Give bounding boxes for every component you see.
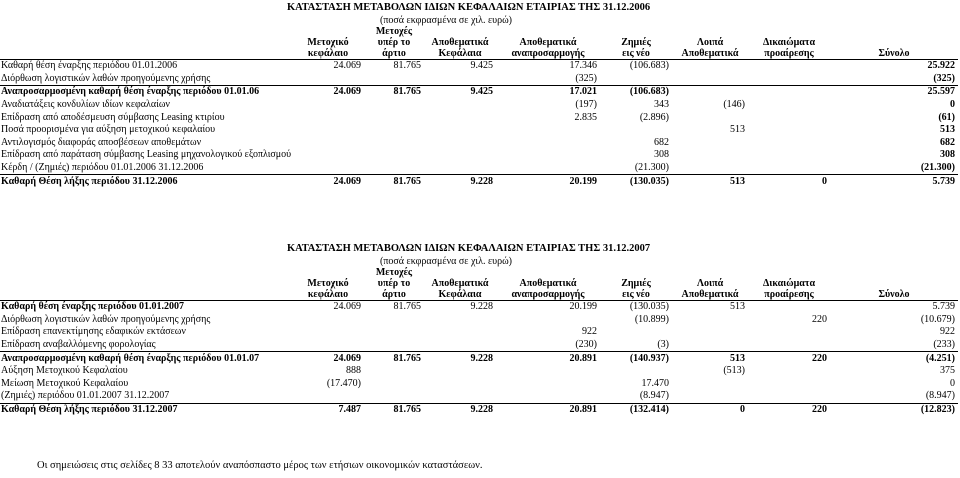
cell-other-reserves: 513 (672, 352, 748, 365)
cell-revaluation-reserves: 20.891 (496, 403, 600, 416)
header-accumulated-losses: Ζημιές εις νέο (600, 26, 672, 60)
cell-share-capital: 24.069 (292, 352, 364, 365)
cell-reserves (424, 326, 496, 339)
cell-total: 375 (940, 365, 955, 377)
cell-share-capital: 24.069 (333, 301, 361, 313)
header-label-col (0, 26, 292, 60)
cell-accumulated-losses: (130.035) (629, 301, 669, 313)
cell-reserves (424, 149, 496, 162)
cell-accumulated-losses (600, 326, 672, 339)
cell-share-premium (364, 339, 424, 352)
cell-accumulated-losses (600, 365, 672, 378)
cell-share-capital: 7.487 (292, 403, 364, 416)
header-other-reserves: Λοιπά Αποθεματικά (672, 26, 748, 60)
cell-stock-options (748, 390, 830, 403)
cell-share-premium (364, 162, 424, 175)
cell-share-premium (364, 99, 424, 112)
table-row (0, 339, 958, 352)
cell-revaluation-reserves (496, 137, 600, 150)
cell-share-capital: 24.069 (292, 86, 364, 99)
cell-other-reserves (672, 73, 748, 86)
cell-share-premium: 81.765 (393, 60, 421, 72)
cell-other-reserves (672, 111, 748, 124)
table-row (0, 99, 958, 112)
table-row (0, 403, 958, 416)
cell-share-capital (292, 149, 364, 162)
cell-reserves (424, 73, 496, 86)
cell-reserves: 9.228 (424, 352, 496, 365)
cell-total: 513 (940, 124, 955, 136)
cell-accumulated-losses: (140.937) (600, 352, 672, 365)
cell-share-premium (364, 314, 424, 327)
cell-share-capital (292, 111, 364, 124)
cell-revaluation-reserves: 20.199 (496, 175, 600, 188)
table-2006-subtitle: (ποσά εκφρασμένα σε χιλ. ευρώ) (380, 15, 512, 26)
header-total: Σύνολο (830, 267, 958, 301)
cell-share-premium: 81.765 (364, 403, 424, 416)
cell-stock-options (748, 99, 830, 112)
cell-total: (325) (933, 72, 955, 84)
cell-share-premium (364, 111, 424, 124)
cell-other-reserves: 513 (730, 124, 745, 136)
cell-revaluation-reserves (496, 378, 600, 391)
cell-accumulated-losses: (106.683) (600, 86, 672, 99)
cell-other-reserves (672, 60, 748, 73)
cell-total: 682 (940, 136, 955, 148)
cell-stock-options: 220 (812, 313, 827, 325)
footnote: Οι σημειώσεις στις σελίδες 8 33 αποτελούν αναπόσπαστο μέρος των ετήσιων οικονομικών καταστάσεων. (37, 460, 483, 471)
header-stock-options: Δικαιώματα προαίρεσης (748, 267, 830, 301)
cell-revaluation-reserves (496, 124, 600, 137)
cell-share-capital (292, 326, 364, 339)
cell-revaluation-reserves (496, 162, 600, 175)
cell-reserves (424, 124, 496, 137)
header-share-capital: Μετοχικό κεφάλαιο (292, 267, 364, 301)
cell-revaluation-reserves: (325) (575, 72, 597, 84)
row-label: Καθαρή Θέση λήξης περιόδου 31.12.2007 (0, 403, 292, 416)
cell-total: (233) (933, 339, 955, 351)
table-row (0, 149, 958, 162)
cell-total: (4.251) (830, 352, 958, 365)
table-row (0, 352, 958, 365)
table-row (0, 326, 958, 339)
cell-reserves: 9.228 (424, 403, 496, 416)
cell-total: 0 (950, 99, 955, 111)
row-label: Επίδραση από αποδέσμευση σύμβασης Leasing κτιρίου (1, 111, 225, 123)
cell-other-reserves (672, 378, 748, 391)
row-label: Επίδραση από παράταση σύμβασης Leasing μηχανολογικού εξοπλισμού (1, 149, 292, 161)
cell-share-capital: 888 (346, 365, 361, 377)
cell-share-premium (364, 326, 424, 339)
table-row (0, 73, 958, 86)
cell-other-reserves: (146) (723, 99, 745, 111)
row-label: Διόρθωση λογιστικών λαθών προηγούμενης χρήσης (1, 313, 211, 325)
cell-other-reserves: 0 (672, 403, 748, 416)
header-reserves: Αποθεματικά Κεφάλαια (424, 26, 496, 60)
cell-total: 25.597 (830, 86, 958, 99)
table-row (0, 390, 958, 403)
cell-accumulated-losses (600, 124, 672, 137)
cell-other-reserves (672, 86, 748, 99)
row-label: Επίδραση επανεκτίμησης εδαφικών εκτάσεων (1, 326, 186, 338)
cell-stock-options (748, 111, 830, 124)
cell-reserves (424, 314, 496, 327)
cell-accumulated-losses: 682 (654, 136, 669, 148)
cell-reserves (424, 390, 496, 403)
table-row (0, 162, 958, 175)
cell-revaluation-reserves: 922 (582, 326, 597, 338)
row-label: Διόρθωση λογιστικών λαθών προηγούμενης χρήσης (1, 72, 211, 84)
cell-stock-options (748, 339, 830, 352)
cell-share-capital (292, 339, 364, 352)
table-row (0, 175, 958, 188)
cell-revaluation-reserves (496, 149, 600, 162)
cell-share-premium (364, 124, 424, 137)
cell-share-capital (292, 162, 364, 175)
cell-share-premium: 81.765 (364, 86, 424, 99)
cell-accumulated-losses: 343 (654, 99, 669, 111)
cell-total: (61) (938, 111, 955, 123)
table-row (0, 111, 958, 124)
cell-total: 308 (940, 149, 955, 161)
table-2007-subtitle: (ποσά εκφρασμένα σε χιλ. ευρώ) (380, 256, 512, 267)
table-row (0, 365, 958, 378)
cell-accumulated-losses: 308 (654, 149, 669, 161)
cell-reserves: 9.228 (470, 301, 493, 313)
cell-other-reserves: 513 (730, 301, 745, 313)
row-label: (Ζημιές) περιόδου 01.01.2007 31.12.2007 (1, 390, 170, 402)
cell-stock-options (748, 378, 830, 391)
cell-stock-options (748, 73, 830, 86)
header-share-premium: Μετοχές υπέρ το άρτιο (364, 267, 424, 301)
table-row (0, 124, 958, 137)
cell-reserves (424, 339, 496, 352)
cell-reserves (424, 378, 496, 391)
table-2007-header-row (0, 267, 958, 301)
cell-revaluation-reserves (496, 314, 600, 327)
cell-stock-options (748, 86, 830, 99)
cell-stock-options (748, 326, 830, 339)
cell-reserves (424, 111, 496, 124)
cell-revaluation-reserves: 20.199 (569, 301, 597, 313)
equity-changes-table-2006 (0, 26, 958, 188)
cell-reserves (424, 137, 496, 150)
cell-revaluation-reserves: 2.835 (574, 111, 597, 123)
cell-stock-options (748, 149, 830, 162)
cell-share-capital: 24.069 (292, 175, 364, 188)
cell-revaluation-reserves: 17.346 (569, 60, 597, 72)
row-label: Αναπροσαρμοσμένη καθαρή θέση έναρξης περιόδου 01.01.06 (0, 86, 292, 99)
table-2006-header-row (0, 26, 958, 60)
cell-total: (21.300) (920, 162, 955, 174)
header-stock-options: Δικαιώματα προαίρεσης (748, 26, 830, 60)
cell-share-capital: 24.069 (333, 60, 361, 72)
cell-share-premium (364, 73, 424, 86)
header-revaluation-reserves: Αποθεματικά αναπροσαρμογής (496, 267, 600, 301)
cell-reserves: 9.228 (424, 175, 496, 188)
cell-revaluation-reserves (496, 390, 600, 403)
table-row (0, 60, 958, 73)
cell-share-capital (292, 390, 364, 403)
cell-share-premium (364, 137, 424, 150)
table-2006-title: ΚΑΤΑΣΤΑΣΗ ΜΕΤΑΒΟΛΩΝ ΙΔΙΩΝ ΚΕΦΑΛΑΙΩΝ ΕΤΑΙΡΙΑΣ ΤΗΣ 31.12.2006 (287, 2, 651, 13)
cell-reserves (424, 99, 496, 112)
cell-revaluation-reserves: (197) (575, 99, 597, 111)
row-label: Καθαρή θέση έναρξης περιόδου 01.01.2006 (1, 60, 178, 72)
cell-accumulated-losses: (21.300) (634, 162, 669, 174)
row-label: Αναδιατάξεις κονδυλίων ιδίων κεφαλαίων (1, 99, 170, 111)
cell-share-premium: 81.765 (364, 352, 424, 365)
header-accumulated-losses: Ζημιές εις νέο (600, 267, 672, 301)
cell-other-reserves: (513) (723, 365, 745, 377)
cell-accumulated-losses: (130.035) (600, 175, 672, 188)
cell-revaluation-reserves: 20.891 (496, 352, 600, 365)
cell-accumulated-losses: (8.947) (639, 390, 669, 402)
equity-changes-table-2007 (0, 267, 958, 416)
cell-other-reserves: 513 (672, 175, 748, 188)
cell-total: 5.739 (830, 175, 958, 188)
cell-share-premium (364, 378, 424, 391)
cell-share-capital (292, 73, 364, 86)
cell-accumulated-losses: 17.470 (641, 377, 669, 389)
cell-other-reserves (672, 149, 748, 162)
cell-reserves: 9.425 (470, 60, 493, 72)
row-label: Καθαρή θέση έναρξης περιόδου 01.01.2007 (1, 301, 185, 313)
cell-total: 922 (940, 326, 955, 338)
cell-accumulated-losses: (132.414) (600, 403, 672, 416)
cell-share-premium (364, 149, 424, 162)
cell-other-reserves (672, 339, 748, 352)
cell-share-premium: 81.765 (393, 301, 421, 313)
cell-reserves (424, 162, 496, 175)
cell-total: (10.679) (920, 313, 955, 325)
cell-revaluation-reserves: 17.021 (496, 86, 600, 99)
cell-other-reserves (672, 314, 748, 327)
cell-stock-options (748, 60, 830, 73)
cell-share-premium: 81.765 (364, 175, 424, 188)
cell-total: (8.947) (925, 390, 955, 402)
header-reserves: Αποθεματικά Κεφάλαια (424, 267, 496, 301)
cell-stock-options: 220 (748, 403, 830, 416)
cell-share-capital (292, 99, 364, 112)
cell-other-reserves (672, 162, 748, 175)
cell-share-premium (364, 390, 424, 403)
cell-total: 0 (950, 377, 955, 389)
cell-accumulated-losses: (106.683) (629, 60, 669, 72)
row-label: Αύξηση Μετοχικού Κεφαλαίου (1, 365, 128, 377)
cell-accumulated-losses: (10.899) (634, 313, 669, 325)
cell-stock-options (748, 124, 830, 137)
cell-stock-options (748, 365, 830, 378)
cell-other-reserves (672, 326, 748, 339)
cell-stock-options (748, 301, 830, 314)
cell-accumulated-losses (600, 73, 672, 86)
cell-total: 25.922 (927, 60, 955, 72)
row-label: Αναπροσαρμοσμένη καθαρή θέση έναρξης περιόδου 01.01.07 (0, 352, 292, 365)
header-other-reserves: Λοιπά Αποθεματικά (672, 267, 748, 301)
cell-revaluation-reserves: (230) (575, 339, 597, 351)
header-total: Σύνολο (830, 26, 958, 60)
cell-revaluation-reserves (496, 365, 600, 378)
cell-share-capital: (17.470) (326, 377, 361, 389)
cell-other-reserves (672, 390, 748, 403)
cell-reserves: 9.425 (424, 86, 496, 99)
header-share-capital: Μετοχικό κεφάλαιο (292, 26, 364, 60)
cell-total: 5.739 (932, 301, 955, 313)
cell-accumulated-losses: (2.896) (639, 111, 669, 123)
header-label-col (0, 267, 292, 301)
cell-accumulated-losses: (3) (657, 339, 669, 351)
cell-total: (12.823) (830, 403, 958, 416)
cell-stock-options: 220 (748, 352, 830, 365)
row-label: Κέρδη / (Ζημιές) περιόδου 01.01.2006 31.12.2006 (1, 162, 204, 174)
cell-stock-options (748, 162, 830, 175)
cell-share-capital (292, 124, 364, 137)
table-row (0, 86, 958, 99)
table-2007-title: ΚΑΤΑΣΤΑΣΗ ΜΕΤΑΒΟΛΩΝ ΙΔΙΩΝ ΚΕΦΑΛΑΙΩΝ ΕΤΑΙΡΙΑΣ ΤΗΣ 31.12.2007 (287, 243, 651, 254)
row-label: Επίδραση αναβαλλόμενης φορολογίας (1, 339, 156, 351)
row-label: Ποσά προορισμένα για αύξηση μετοχικού κεφαλαίου (1, 124, 216, 136)
cell-share-capital (292, 137, 364, 150)
table-row (0, 137, 958, 150)
cell-reserves (424, 365, 496, 378)
header-revaluation-reserves: Αποθεματικά αναπροσαρμογής (496, 26, 600, 60)
cell-stock-options: 0 (748, 175, 830, 188)
row-label: Καθαρή Θέση λήξης περιόδου 31.12.2006 (0, 175, 292, 188)
row-label: Μείωση Μετοχικού Κεφαλαίου (1, 377, 129, 389)
cell-share-capital (292, 314, 364, 327)
header-share-premium: Μετοχές υπέρ το άρτιο (364, 26, 424, 60)
table-row (0, 301, 958, 314)
row-label: Αντιλογισμός διαφοράς αποσβέσεων αποθεμάτων (1, 136, 202, 148)
table-row (0, 378, 958, 391)
cell-share-premium (364, 365, 424, 378)
table-row (0, 314, 958, 327)
cell-other-reserves (672, 137, 748, 150)
cell-stock-options (748, 137, 830, 150)
